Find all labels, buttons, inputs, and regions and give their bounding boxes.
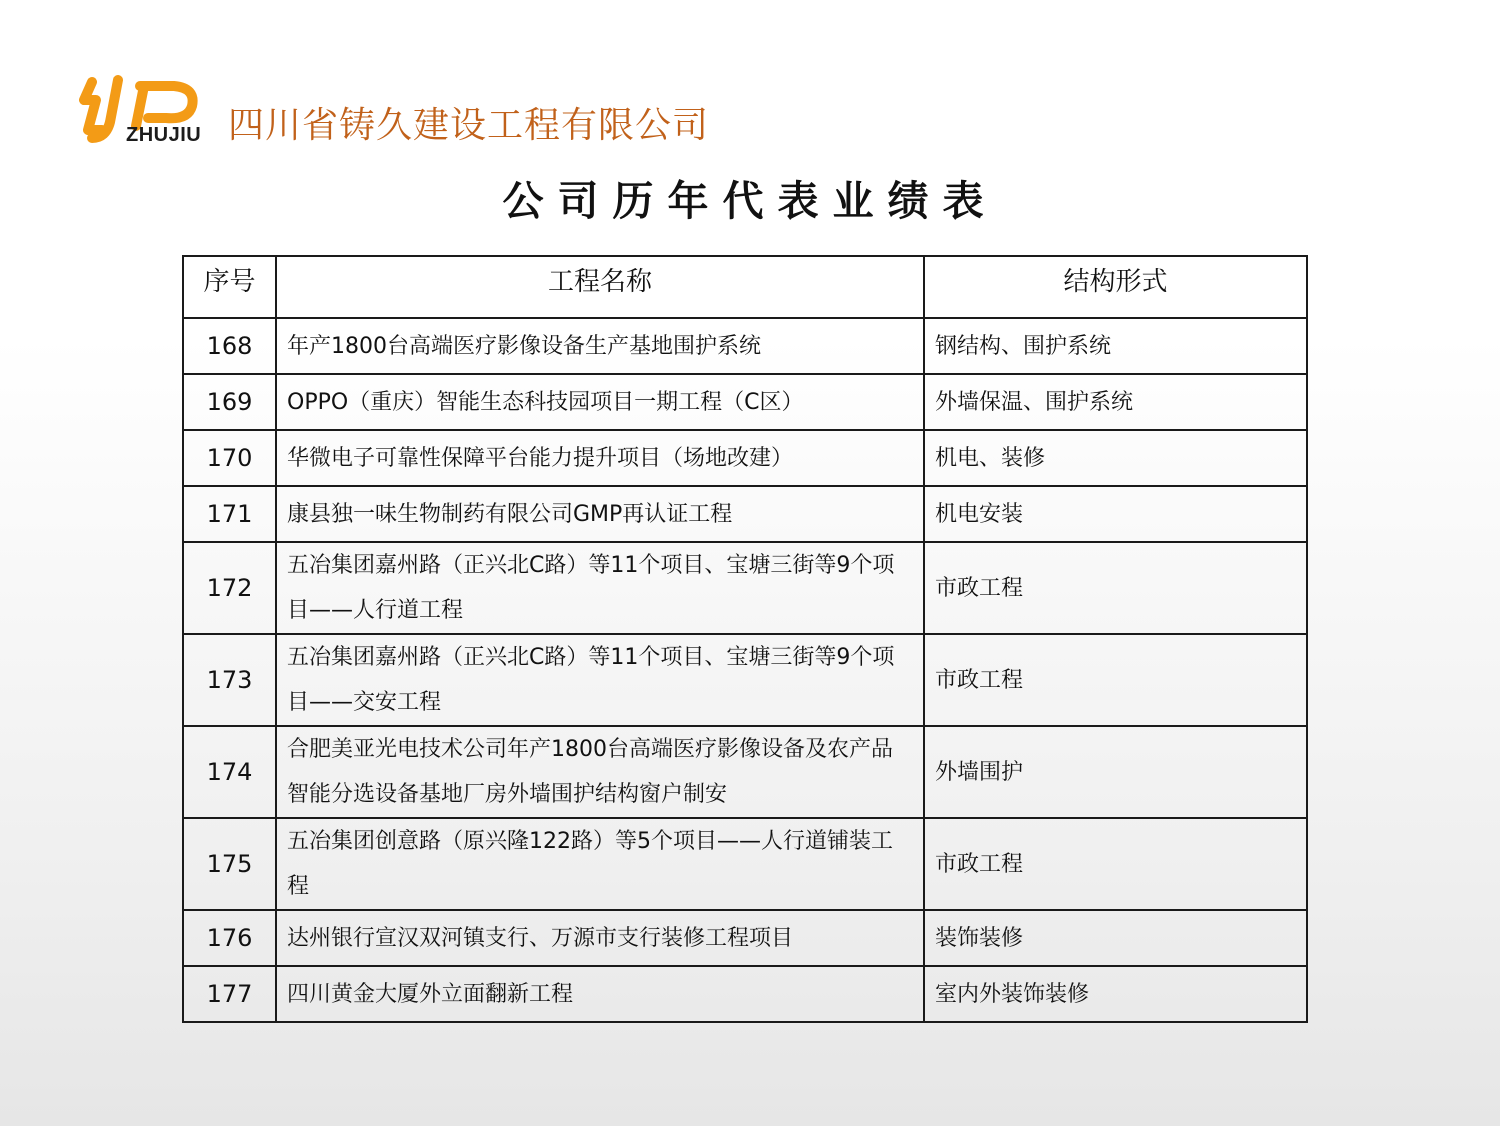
project-name: 华微电子可靠性保障平台能力提升项目（场地改建） bbox=[276, 430, 924, 486]
table-header-row bbox=[183, 256, 1307, 318]
table-row bbox=[183, 318, 1307, 374]
structure-type: 外墙围护 bbox=[924, 726, 1307, 818]
project-name: 康县独一味生物制药有限公司GMP再认证工程 bbox=[276, 486, 924, 542]
project-name: 达州银行宣汉双河镇支行、万源市支行装修工程项目 bbox=[276, 910, 924, 966]
project-name: OPPO（重庆）智能生态科技园项目一期工程（C区） bbox=[276, 374, 924, 430]
structure-type: 室内外装饰装修 bbox=[924, 966, 1307, 1022]
structure-type: 装饰装修 bbox=[924, 910, 1307, 966]
table-row bbox=[183, 486, 1307, 542]
company-logo bbox=[78, 72, 218, 150]
project-name: 五冶集团嘉州路（正兴北C路）等11个项目、宝塘三街等9个项目——人行道工程 bbox=[276, 542, 924, 634]
performance-table bbox=[182, 255, 1308, 1023]
structure-type: 机电安装 bbox=[924, 486, 1307, 542]
table-row bbox=[183, 634, 1307, 726]
company-name: 四川省铸久建设工程有限公司 bbox=[228, 105, 710, 146]
column-header-number: 序号 bbox=[183, 256, 276, 318]
structure-type: 外墙保温、围护系统 bbox=[924, 374, 1307, 430]
table-row bbox=[183, 430, 1307, 486]
row-number: 175 bbox=[183, 818, 276, 910]
project-name: 五冶集团嘉州路（正兴北C路）等11个项目、宝塘三街等9个项目——交安工程 bbox=[276, 634, 924, 726]
structure-type: 机电、装修 bbox=[924, 430, 1307, 486]
row-number: 174 bbox=[183, 726, 276, 818]
structure-type: 市政工程 bbox=[924, 542, 1307, 634]
row-number: 169 bbox=[183, 374, 276, 430]
row-number: 170 bbox=[183, 430, 276, 486]
project-name: 四川黄金大厦外立面翻新工程 bbox=[276, 966, 924, 1022]
logo-wordmark: ZHUJIU bbox=[126, 124, 202, 146]
row-number: 173 bbox=[183, 634, 276, 726]
row-number: 171 bbox=[183, 486, 276, 542]
page-title: 公司历年代表业绩表 bbox=[502, 177, 998, 225]
project-name: 年产1800台高端医疗影像设备生产基地围护系统 bbox=[276, 318, 924, 374]
structure-type: 市政工程 bbox=[924, 634, 1307, 726]
row-number: 172 bbox=[183, 542, 276, 634]
row-number: 177 bbox=[183, 966, 276, 1022]
table-row bbox=[183, 818, 1307, 910]
column-header-project-name: 工程名称 bbox=[276, 256, 924, 318]
table-row bbox=[183, 374, 1307, 430]
structure-type: 钢结构、围护系统 bbox=[924, 318, 1307, 374]
structure-type: 市政工程 bbox=[924, 818, 1307, 910]
table-row bbox=[183, 726, 1307, 818]
table-row bbox=[183, 910, 1307, 966]
column-header-structure-type: 结构形式 bbox=[924, 256, 1307, 318]
project-name: 五冶集团创意路（原兴隆122路）等5个项目——人行道铺装工程 bbox=[276, 818, 924, 910]
table-row bbox=[183, 966, 1307, 1022]
row-number: 168 bbox=[183, 318, 276, 374]
table-row bbox=[183, 542, 1307, 634]
row-number: 176 bbox=[183, 910, 276, 966]
project-name: 合肥美亚光电技术公司年产1800台高端医疗影像设备及农产品智能分选设备基地厂房外墙围护结构窗户制安 bbox=[276, 726, 924, 818]
